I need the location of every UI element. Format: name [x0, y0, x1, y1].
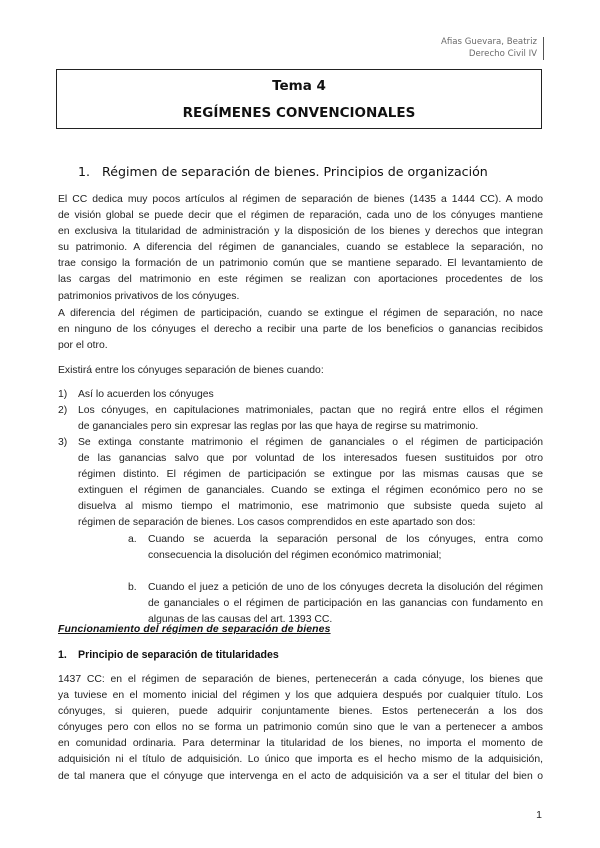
text-line: patrimonios privativos de los cónyuges. [58, 290, 240, 302]
text-line: Cuando el juez a petición de uno de los cónyuges decreta la disolución del régimen [148, 582, 543, 593]
text-line: de tal manera que el cónyuge que intervenga en el acto de adquisición va a ser el titular del bien o [58, 770, 543, 782]
text-line: Los cónyuges, en capitulaciones matrimoniales, pactan que no regirá entre ellos el régimen [78, 405, 543, 416]
header-course: Derecho Civil IV [468, 48, 537, 59]
paragraph-3 [58, 363, 543, 379]
text-line: algunas de las causas del art. 1393 CC. [148, 614, 333, 626]
page-number: 1 [536, 809, 542, 821]
operation-heading: Funcionamiento del régimen de separación de bienes [58, 624, 331, 635]
subsection-number: 1. [58, 649, 67, 661]
text-line: de gananciales pero sin expresar las reglas por las que haya de regirse su matrimonio. [78, 421, 479, 433]
paragraph-1 [58, 192, 543, 305]
subsection-title: Principio de separación de titularidades [78, 649, 279, 661]
text-line: Existirá entre los cónyuges separación de bienes cuando: [58, 365, 324, 376]
subsection-heading [58, 649, 279, 661]
text-line: trae consigo la formación de un patrimonio común que se mantiene separado. El levantamiento de [58, 258, 543, 270]
text-line: de gananciales o el régimen de participación en las ganancias con fundamento en [148, 598, 543, 610]
text-line: cónyuges pero con ellos no se forma un patrimonio común sino que le van a pertenecer a ambos [58, 722, 543, 734]
title-box [56, 69, 542, 129]
text-line: El CC dedica muy pocos artículos al régimen de separación de bienes (1435 a 1444 CC). A modo [58, 194, 543, 205]
list-number: 1) [58, 389, 68, 400]
text-line: en exclusiva la titularidad de administración y la disposición de los bienes y derechos que integran [58, 226, 543, 238]
text-line: adquisición ni el título de adquisición. Lo único que importa es el hecho mismo de la adquisición, [58, 754, 543, 766]
section-title: Régimen de separación de bienes. Principios de organización [102, 164, 488, 179]
list-number: 3) [58, 437, 68, 448]
page-header [337, 37, 544, 60]
paragraph-4 [58, 672, 543, 785]
text-line: las cargas del matrimonio en este régimen se realizan con aportaciones procedentes de los [58, 274, 543, 286]
text-line: de las ganancias salvo que por voluntad de los interesados fuesen sustituidos por otro [78, 453, 543, 465]
text-line: ya tuviese en el momento inicial del régimen y los que adquiera después por cualquier título. Los [58, 690, 543, 702]
text-line: Así lo acuerden los cónyuges [78, 389, 214, 400]
section-heading [78, 164, 488, 179]
topic-title: REGÍMENES CONVENCIONALES [182, 105, 416, 121]
text-line: por el otro. [58, 340, 108, 352]
sublist-letter: b. [128, 582, 137, 593]
text-line: régimen distinto. El régimen de participación se extingue por las mismas causas que se [78, 469, 543, 481]
text-line: consecuencia la disolución del régimen económico matrimonial; [148, 550, 442, 562]
topic-number: Tema 4 [272, 78, 326, 94]
text-line: régimen de separación de bienes. Los casos comprendidos en este apartado son dos: [78, 517, 476, 529]
text-line: de visión global se puede decir que el régimen de reparación, cada uno de los cónyuges mantiene [58, 210, 543, 222]
text-line: disuelva al mismo tiempo el matrimonio, ese matrimonio que subsiste queda sujeto al [78, 501, 543, 513]
text-line: Cuando se acuerda la separación personal de los cónyuges, entra como [148, 534, 543, 545]
sublist-letter: a. [128, 534, 137, 545]
text-line: en comunidad ordinaria. Para determinar la titularidad de los bienes, no importa el momento de [58, 738, 543, 750]
text-line: su patrimonio. A diferencia del régimen de gananciales, cuando se establece la separación, no [58, 242, 543, 254]
text-line: extinguen el régimen de gananciales. Cuando se extinga el régimen económico pero no se [78, 485, 543, 497]
list-number: 2) [58, 405, 68, 416]
text-line: cónyuges, si quieren, puede adquirir conjuntamente bienes. Estos pertenecerán a los dos [58, 706, 543, 718]
header-author: Afias Guevara, Beatriz [440, 37, 537, 47]
text-line: 1437 CC: en el régimen de separación de bienes, pertenecerán a cada cónyuge, los bienes que [58, 674, 543, 685]
text-line: A diferencia del régimen de participación, cuando se extingue el régimen de separación, no nace [58, 308, 543, 319]
section-number: 1. [78, 164, 91, 179]
paragraph-2 [58, 306, 543, 354]
text-line: en ninguno de los cónyuges el derecho a recibir una parte de los beneficios o ganancias recibidos [58, 324, 543, 336]
text-line: Se extinga constante matrimonio el régimen de gananciales o el régimen de participación [78, 437, 543, 448]
